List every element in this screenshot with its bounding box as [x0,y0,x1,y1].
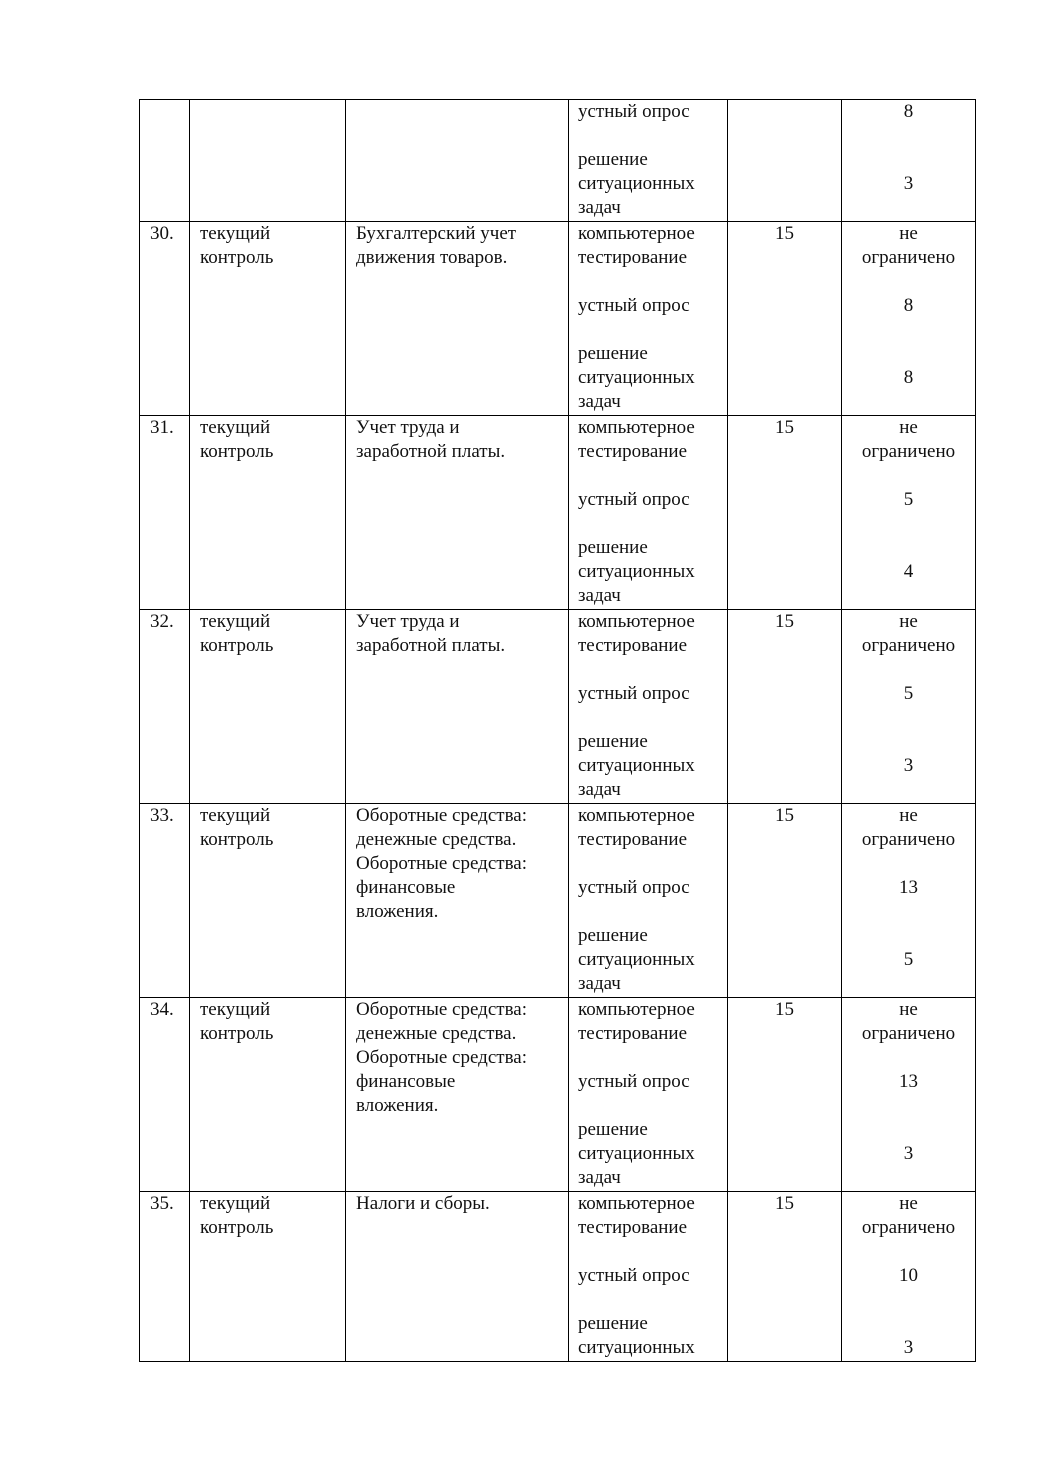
topic-line: Налоги и сборы. [356,1193,490,1214]
attempts-line: ограничено [861,635,956,656]
time-value: 15 [775,805,794,826]
table-row [140,222,976,416]
attempts-line [842,658,975,682]
time-value: 15 [775,1193,794,1214]
row-number-cell [140,100,190,222]
form-line: задач [578,973,621,994]
assessment-table-body [140,100,976,1362]
attempts-cell [842,610,976,804]
attempts-line [842,1094,975,1118]
table-row [140,610,976,804]
attempts-line: 8 [903,101,914,122]
row-number: 35. [150,1193,174,1214]
row-number-cell [140,610,190,804]
time-value: 15 [775,223,794,244]
attempts-line [842,342,975,366]
row-number-cell [140,804,190,998]
control-type-line: контроль [200,247,274,268]
time-cell [728,416,842,610]
form-line: задач [578,1167,621,1188]
form-line [578,1094,727,1118]
form-line: устный опрос [578,489,690,510]
time-cell [728,610,842,804]
attempts-line [842,778,975,802]
control-type-line: текущий [200,611,271,632]
form-line [578,270,727,294]
form-line [578,706,727,730]
topic-cell [346,610,569,804]
attempts-line: 4 [903,561,914,582]
forms-cell [569,222,728,416]
control-type-line: текущий [200,805,271,826]
form-line: решение [578,731,648,752]
attempts-line: ограничено [861,247,956,268]
form-line [578,464,727,488]
row-number-cell [140,416,190,610]
form-line [578,658,727,682]
form-line [578,1288,727,1312]
control-type-cell [190,1192,346,1362]
attempts-line [842,390,975,414]
attempts-line [842,1046,975,1070]
control-type-cell [190,416,346,610]
attempts-line: 10 [899,1265,918,1286]
topic-line: Оборотные средства: [356,853,528,874]
form-line: компьютерное [578,805,695,826]
time-value: 15 [775,999,794,1020]
topic-line: движения товаров. [356,247,508,268]
attempts-line: 3 [903,755,914,776]
row-number-cell [140,998,190,1192]
attempts-line: не [899,805,918,826]
attempts-cell [842,100,976,222]
attempts-cell [842,1192,976,1362]
attempts-line: 3 [903,1337,914,1358]
table-row [140,804,976,998]
form-line: компьютерное [578,999,695,1020]
assessment-table [139,99,976,1362]
topic-line: заработной платы. [356,441,506,462]
topic-cell [346,1192,569,1362]
attempts-line [842,1312,975,1336]
form-line [578,318,727,342]
forms-cell [569,416,728,610]
topic-cell [346,222,569,416]
time-cell [728,1192,842,1362]
attempts-line [842,584,975,608]
topic-line: Оборотные средства: [356,1047,528,1068]
table-row [140,416,976,610]
form-line: ситуационных [578,561,695,582]
control-type-line: текущий [200,1193,271,1214]
attempts-line: не [899,417,918,438]
attempts-line [842,124,975,148]
attempts-line [842,148,975,172]
control-type-cell [190,610,346,804]
attempts-cell [842,416,976,610]
topic-line: финансовые [356,877,456,898]
control-type-cell [190,804,346,998]
forms-cell [569,998,728,1192]
forms-cell [569,1192,728,1362]
control-type-line: текущий [200,999,271,1020]
control-type-cell [190,222,346,416]
form-line: ситуационных [578,1337,695,1358]
attempts-line: не [899,223,918,244]
form-line: тестирование [578,441,688,462]
attempts-line: 5 [903,949,914,970]
form-line: устный опрос [578,295,690,316]
table-row [140,100,976,222]
attempts-line: 3 [903,1143,914,1164]
attempts-line: 13 [899,1071,918,1092]
attempts-cell [842,804,976,998]
row-number-cell [140,222,190,416]
topic-line: вложения. [356,901,439,922]
topic-line: денежные средства. [356,1023,517,1044]
attempts-line [842,270,975,294]
table-row [140,998,976,1192]
attempts-line: не [899,999,918,1020]
control-type-line: контроль [200,829,274,850]
topic-cell [346,100,569,222]
row-number-cell [140,1192,190,1362]
attempts-line: 5 [903,489,914,510]
attempts-line: 8 [903,367,914,388]
attempts-line [842,536,975,560]
form-line: тестирование [578,635,688,656]
form-line: тестирование [578,1217,688,1238]
form-line: решение [578,343,648,364]
attempts-line: 8 [903,295,914,316]
form-line: устный опрос [578,101,690,122]
attempts-line: не [899,1193,918,1214]
form-line: устный опрос [578,1265,690,1286]
topic-line: Оборотные средства: [356,805,528,826]
topic-line: Оборотные средства: [356,999,528,1020]
table-row [140,1192,976,1362]
attempts-line: ограничено [861,441,956,462]
form-line [578,852,727,876]
form-line: компьютерное [578,417,695,438]
form-line: устный опрос [578,683,690,704]
form-line [578,124,727,148]
form-line [578,1240,727,1264]
attempts-line [842,196,975,220]
form-line: задач [578,585,621,606]
form-line: ситуационных [578,949,695,970]
topic-cell [346,416,569,610]
form-line: решение [578,149,648,170]
attempts-cell [842,222,976,416]
form-line: тестирование [578,1023,688,1044]
attempts-line [842,512,975,536]
form-line: решение [578,537,648,558]
topic-line: Учет труда и [356,417,460,438]
row-number: 32. [150,611,174,632]
form-line [578,900,727,924]
row-number: 34. [150,999,174,1020]
control-type-line: контроль [200,441,274,462]
attempts-line [842,852,975,876]
form-line: ситуационных [578,367,695,388]
attempts-line [842,730,975,754]
form-line: решение [578,925,648,946]
attempts-line: 3 [903,173,914,194]
control-type-line: контроль [200,635,274,656]
time-cell [728,100,842,222]
form-line: ситуационных [578,173,695,194]
row-number: 30. [150,223,174,244]
control-type-line: контроль [200,1217,274,1238]
attempts-line [842,464,975,488]
attempts-line: ограничено [861,1023,956,1044]
form-line: тестирование [578,829,688,850]
form-line: решение [578,1313,648,1334]
form-line: компьютерное [578,611,695,632]
topic-line: финансовые [356,1071,456,1092]
control-type-line: текущий [200,223,271,244]
topic-line: Бухгалтерский учет [356,223,517,244]
control-type-line: контроль [200,1023,274,1044]
attempts-line [842,924,975,948]
form-line: задач [578,197,621,218]
row-number: 31. [150,417,174,438]
forms-cell [569,610,728,804]
form-line [578,1046,727,1070]
topic-line: денежные средства. [356,829,517,850]
form-line: задач [578,779,621,800]
attempts-line [842,972,975,996]
time-value: 15 [775,611,794,632]
row-number [150,100,189,124]
topic-line: вложения. [356,1095,439,1116]
attempts-line [842,318,975,342]
row-number: 33. [150,805,174,826]
forms-cell [569,804,728,998]
form-line: компьютерное [578,223,695,244]
topic-line: заработной платы. [356,635,506,656]
attempts-line [842,1118,975,1142]
form-line: задач [578,391,621,412]
time-value [728,100,841,124]
form-line: тестирование [578,247,688,268]
topic-line: Учет труда и [356,611,460,632]
form-line: устный опрос [578,877,690,898]
time-cell [728,998,842,1192]
control-type-cell [190,100,346,222]
time-cell [728,804,842,998]
attempts-line: ограничено [861,829,956,850]
topic-cell [346,804,569,998]
time-cell [728,222,842,416]
control-type-cell [190,998,346,1192]
attempts-line: не [899,611,918,632]
form-line: ситуационных [578,1143,695,1164]
attempts-line [842,900,975,924]
form-line: компьютерное [578,1193,695,1214]
form-line: ситуационных [578,755,695,776]
topic-cell [346,998,569,1192]
time-value: 15 [775,417,794,438]
attempts-line: 13 [899,877,918,898]
forms-cell [569,100,728,222]
attempts-line [842,706,975,730]
attempts-line: ограничено [861,1217,956,1238]
attempts-cell [842,998,976,1192]
form-line: решение [578,1119,648,1140]
attempts-line [842,1240,975,1264]
form-line [578,512,727,536]
form-line: устный опрос [578,1071,690,1092]
attempts-line: 5 [903,683,914,704]
attempts-line [842,1288,975,1312]
attempts-line [842,1166,975,1190]
control-type-line: текущий [200,417,271,438]
